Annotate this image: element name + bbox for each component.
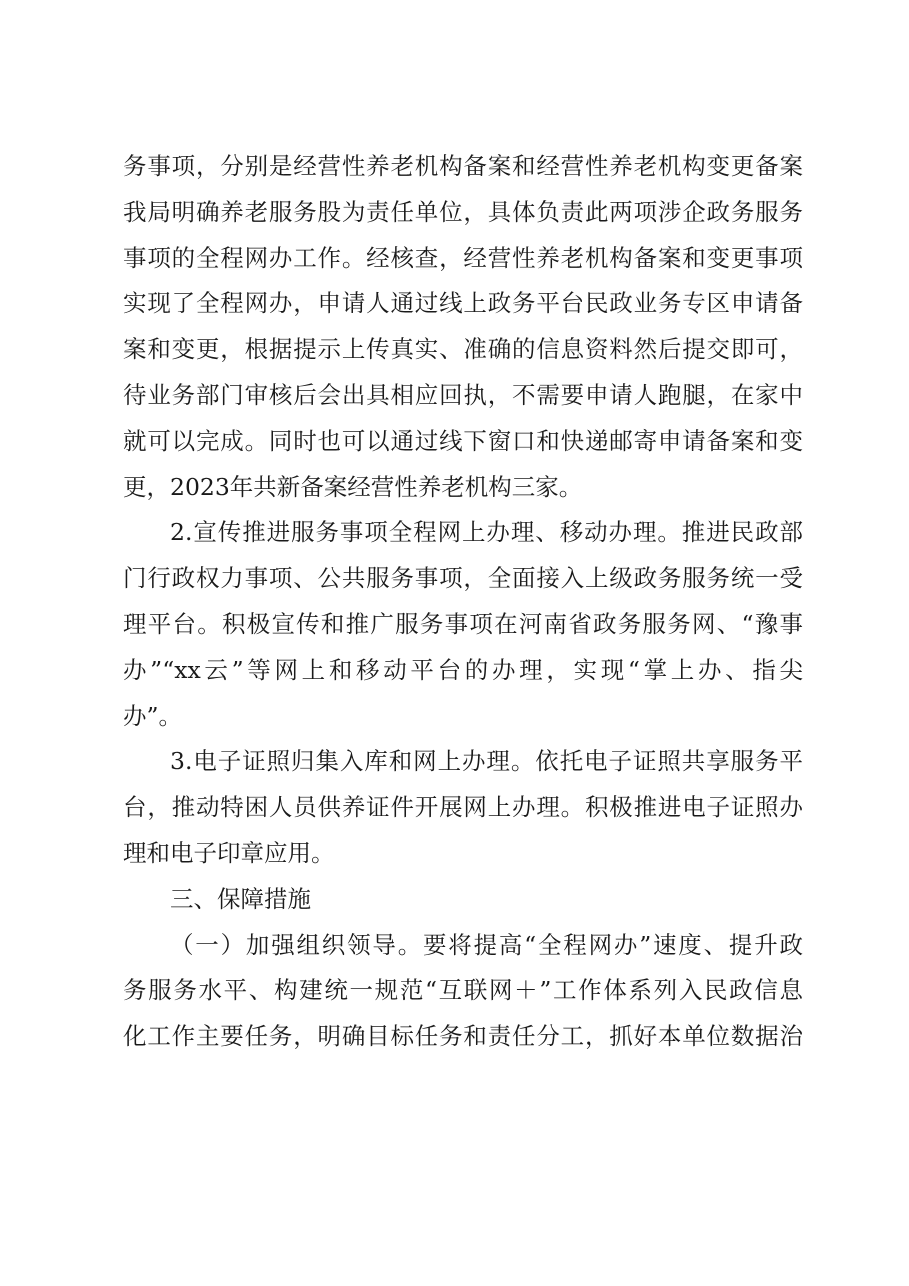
text-line: 实现了全程网办，申请人通过线上政务平台民政业务专区申请备 xyxy=(123,289,803,318)
text-line: 更，2023年共新备案经营性养老机构三家。 xyxy=(123,472,583,501)
text-line: 我局明确养老服务股为责任单位，具体负责此两项涉企政务服务 xyxy=(123,197,803,226)
text-line: 案和变更，根据提示上传真实、准确的信息资料然后提交即可， xyxy=(123,335,803,364)
text-line: 三、保障措施 xyxy=(170,884,311,913)
text-line: 2.宣传推进服务事项全程网上办理、移动办理。推进民政部 xyxy=(170,518,803,547)
text-line: 待业务部门审核后会出具相应回执，不需要申请人跑腿，在家中 xyxy=(123,380,803,409)
text-line: 化工作主要任务，明确目标任务和责任分工，抓好本单位数据治 xyxy=(123,1022,803,1051)
text-line: 门行政权力事项、公共服务事项，全面接入上级政务服务统一受 xyxy=(123,564,803,593)
text-line: 台，推动特困人员供养证件开展网上办理。积极推进电子证照办 xyxy=(123,793,803,822)
document-body xyxy=(123,144,803,1060)
text-line: 办”。 xyxy=(123,701,183,730)
text-line: 事项的全程网办工作。经核查，经营性养老机构备案和变更事项 xyxy=(123,243,803,272)
text-line: 务事项，分别是经营性养老机构备案和经营性养老机构变更备案 xyxy=(123,152,803,180)
text-line: 理和电子印章应用。 xyxy=(123,838,335,867)
text-line: 理平台。积极宣传和推广服务事项在河南省政务服务网、“豫事 xyxy=(123,609,803,638)
text-line: 办”“xx云”等网上和移动平台的办理，实现“掌上办、指尖 xyxy=(123,655,803,684)
text-line: 务服务水平、构建统一规范“互联网＋”工作体系列入民政信息 xyxy=(123,976,803,1005)
text-line: 就可以完成。同时也可以通过线下窗口和快递邮寄申请备案和变 xyxy=(123,426,803,455)
text-line: 3.电子证照归集入库和网上办理。依托电子证照共享服务平 xyxy=(170,747,803,776)
text-line: （一）加强组织领导。要将提高“全程网办”速度、提升政 xyxy=(170,930,803,959)
